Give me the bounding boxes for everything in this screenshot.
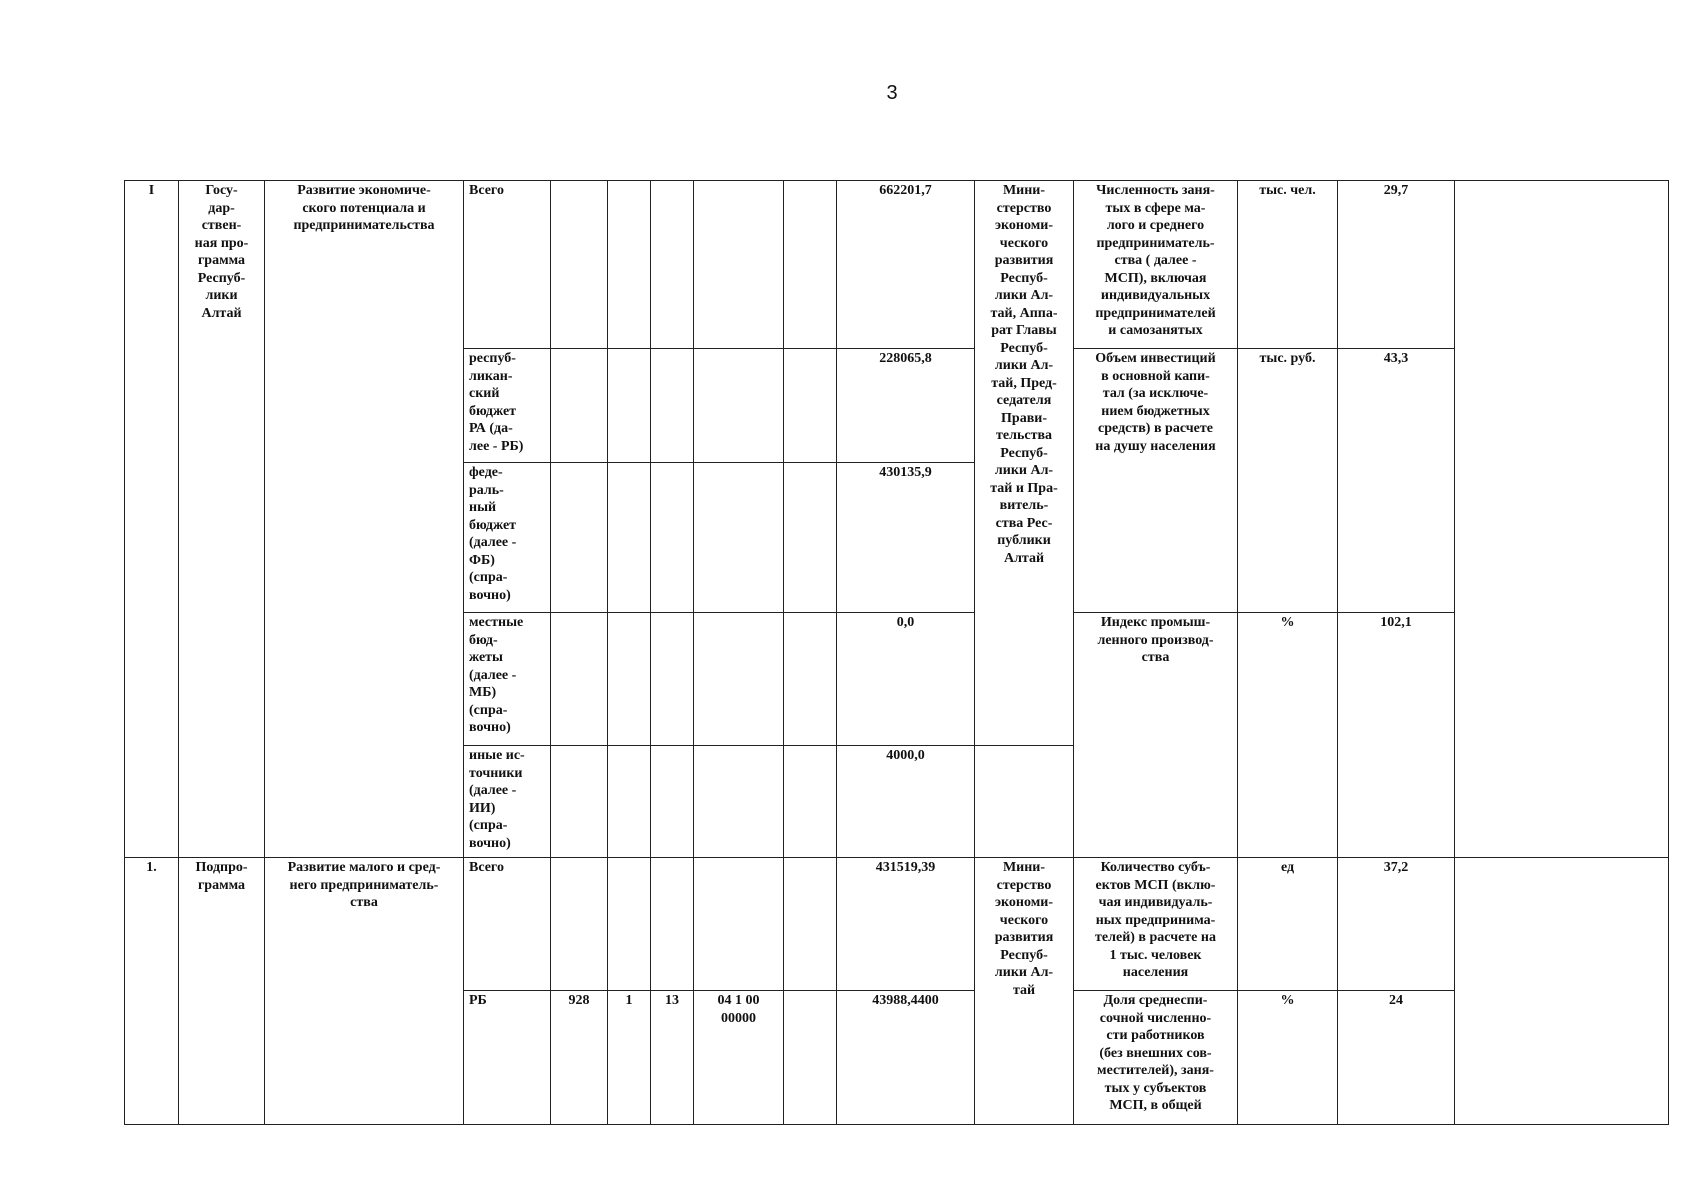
indicator-unit: тыс. руб. [1238,349,1338,613]
vr-cell [784,613,837,746]
page-number: 3 [886,82,898,104]
program-name: Развитие малого и сред- него предприниматель- ства [265,858,464,1125]
program-type: Подпро- грамма [179,858,265,1125]
vr-cell [784,181,837,349]
funding-source: феде- раль- ный бюджет (далее - ФБ) (спра- вочно) [464,463,551,613]
grbs-cell [551,746,608,858]
indicator-value: 102,1 [1338,613,1455,858]
table-row [125,858,1669,991]
funding-source: респуб- ликан- ский бюджет РА (да- лее - РБ) [464,349,551,463]
indicator-value: 43,3 [1338,349,1455,613]
row-number: I [125,181,179,858]
pr-cell [651,181,694,349]
indicator-value: 29,7 [1338,181,1455,349]
indicator-unit: тыс. чел. [1238,181,1338,349]
indicator-name: Численность заня- тых в сфере ма- лого и среднего предприниматель- ства ( далее - МСП), включая индивидуальных предпринимателей и самозанятых [1074,181,1238,349]
funding-amount: 431519,39 [837,858,975,991]
csr-cell [694,463,784,613]
funding-source: РБ [464,991,551,1125]
funding-amount: 0,0 [837,613,975,746]
program-name: Развитие экономиче- ского потенциала и предпринимательства [265,181,464,858]
rz-cell [608,349,651,463]
csr-cell [694,181,784,349]
vr-cell [784,858,837,991]
program-table [124,180,1669,1125]
grbs-cell [551,463,608,613]
indicator-name: Доля среднеспи- сочной численно- сти работников (без внешних сов- местителей), заня- тых у субъектов МСП, в общей [1074,991,1238,1125]
funding-amount: 43988,4400 [837,991,975,1125]
funding-amount: 4000,0 [837,746,975,858]
rz-cell [608,746,651,858]
empty-cell [1455,181,1669,858]
csr-cell [694,613,784,746]
table-row [125,181,1669,349]
rz-cell [608,858,651,991]
pr-cell [651,463,694,613]
executor: Мини- стерство экономи- ческого развития Респуб- лики Ал- тай, Аппа- рат Главы Респуб- лики Ал- тай, Пред- седателя Прави- тельства Респуб- лики Ал- тай и Пра- витель- ства Рес- публики Алтай [975,181,1074,746]
csr-code: 04 1 00 00000 [694,991,784,1125]
grbs-cell [551,181,608,349]
vr-cell [784,746,837,858]
pr-code: 13 [651,991,694,1125]
funding-amount: 228065,8 [837,349,975,463]
indicator-name: Количество субъ- ектов МСП (вклю- чая индивидуаль- ных предпринима- телей) в расчете на 1 тыс. человек населения [1074,858,1238,991]
pr-cell [651,613,694,746]
grbs-code: 928 [551,991,608,1125]
row-number: 1. [125,858,179,1125]
rz-code: 1 [608,991,651,1125]
vr-cell [784,349,837,463]
rz-cell [608,181,651,349]
grbs-cell [551,349,608,463]
funding-source: местные бюд- жеты (далее - МБ) (спра- вочно) [464,613,551,746]
rz-cell [608,463,651,613]
vr-cell [784,991,837,1125]
vr-cell [784,463,837,613]
indicator-unit: % [1238,613,1338,858]
program-type: Госу- дар- ствен- ная про- грамма Респуб- лики Алтай [179,181,265,858]
funding-source: Всего [464,858,551,991]
csr-cell [694,858,784,991]
indicator-name: Объем инвестиций в основной капи- тал (за исключе- нием бюджетных средств) в расчете на душу населения [1074,349,1238,613]
indicator-unit: % [1238,991,1338,1125]
funding-source: иные ис- точники (далее - ИИ) (спра- вочно) [464,746,551,858]
pr-cell [651,858,694,991]
funding-source: Всего [464,181,551,349]
indicator-name: Индекс промыш- ленного производ- ства [1074,613,1238,858]
executor-continued [975,746,1074,858]
indicator-unit: ед [1238,858,1338,991]
pr-cell [651,746,694,858]
funding-amount: 662201,7 [837,181,975,349]
grbs-cell [551,858,608,991]
executor: Мини- стерство экономи- ческого развития Респуб- лики Ал- тай [975,858,1074,1125]
empty-cell [1455,858,1669,1125]
csr-cell [694,746,784,858]
indicator-value: 24 [1338,991,1455,1125]
funding-amount: 430135,9 [837,463,975,613]
indicator-value: 37,2 [1338,858,1455,991]
pr-cell [651,349,694,463]
grbs-cell [551,613,608,746]
csr-cell [694,349,784,463]
rz-cell [608,613,651,746]
